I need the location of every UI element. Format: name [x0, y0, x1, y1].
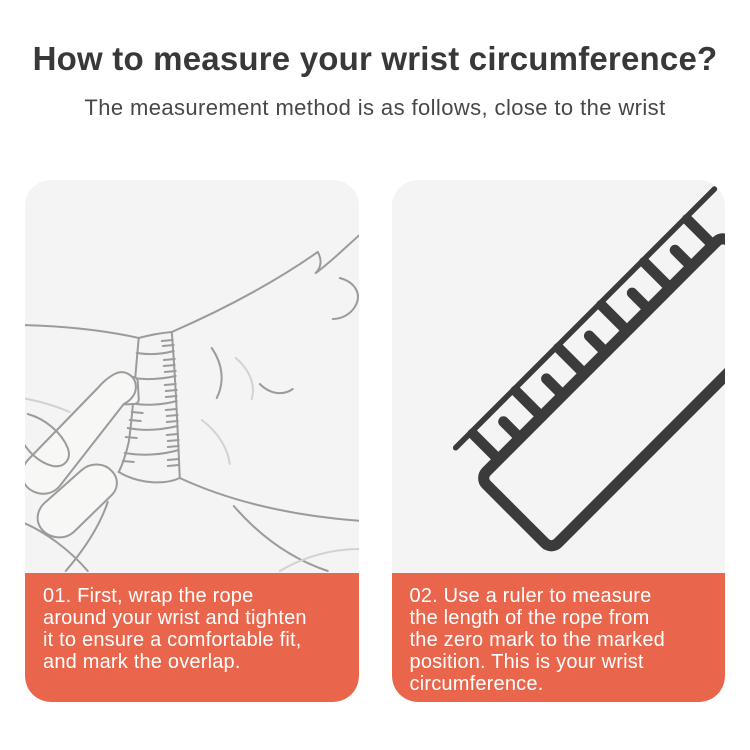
caption-text-line: and mark the overlap.: [43, 650, 241, 673]
tape-band: [119, 332, 180, 482]
hand-pointing-at-tape-on-wrist-icon: [25, 180, 359, 573]
caption-text-line: around your wrist and tighten: [43, 606, 307, 629]
caption-text-line: it to ensure a comfortable fit,: [43, 628, 302, 651]
caption-text-line: position. This is your wrist: [409, 650, 644, 673]
ruler-body: [454, 209, 725, 549]
page-subtitle: The measurement method is as follows, close to the wrist: [84, 94, 666, 120]
caption-text-line: the length of the rope from: [409, 606, 650, 629]
diagonal-ruler-with-rope-line-icon: [392, 180, 726, 573]
step-2-caption: [392, 573, 726, 702]
header: [0, 0, 750, 123]
step-1-caption: [25, 573, 359, 702]
caption-text-line: circumference.: [409, 672, 544, 695]
caption-text-line: 02. Use a ruler to measure: [409, 584, 652, 607]
ruler-illustration: [392, 180, 726, 573]
caption-text-line: the zero mark to the marked: [409, 628, 666, 651]
step-cards: [0, 180, 750, 702]
step-card-2: [392, 180, 726, 702]
step-card-1: [25, 180, 359, 702]
page-title: How to measure your wrist circumference?: [32, 40, 718, 77]
rope-line: [455, 189, 714, 448]
caption-text-line: 01. First, wrap the rope: [43, 584, 254, 607]
wrist-tape-illustration: [25, 180, 359, 573]
